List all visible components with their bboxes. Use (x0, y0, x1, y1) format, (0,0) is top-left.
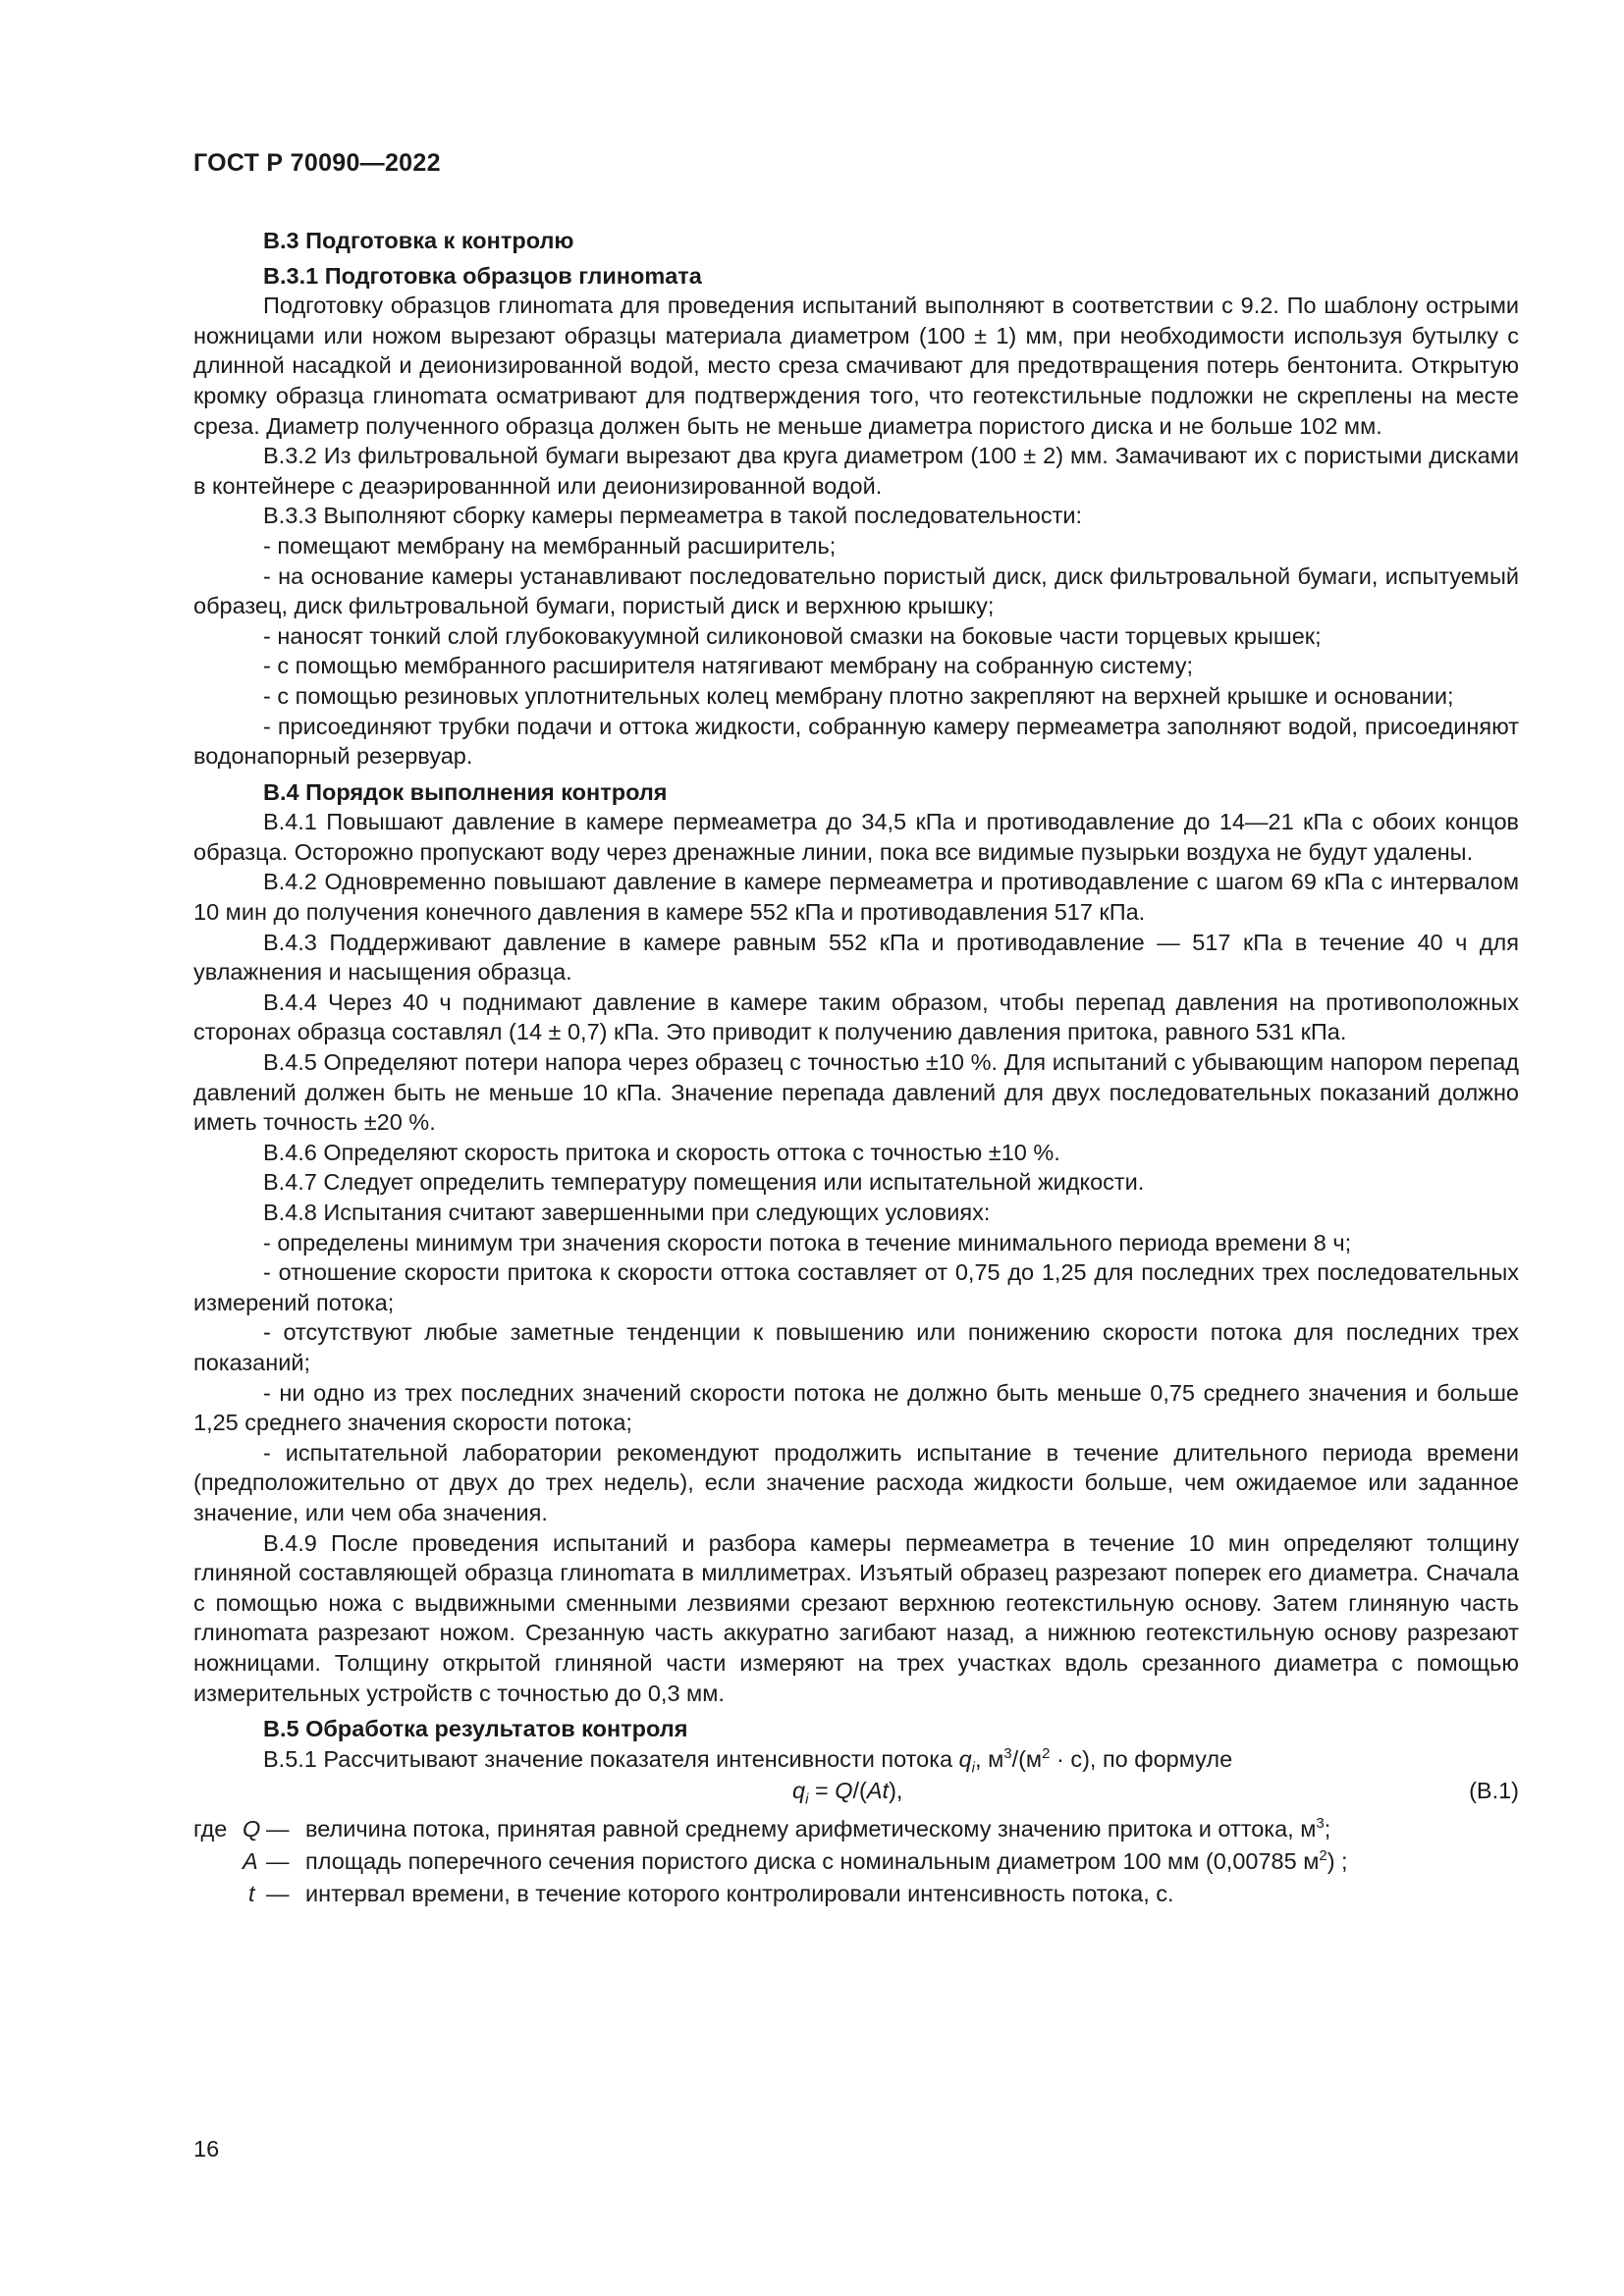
paragraph-b48: В.4.8 Испытания считают завершенными при следующих условиях: (263, 1200, 991, 1225)
legend-symbol: Q (243, 1816, 261, 1842)
formula-legend (193, 1813, 1519, 1910)
legend-dash: — (266, 1848, 290, 1875)
section-b31-title: В.3.1 Подготовка образцов глинomата (263, 262, 702, 289)
paragraph-b51 (193, 1744, 1519, 1775)
document-header: ГОСТ Р 70090—2022 (193, 149, 441, 177)
list-item-b33-2: - на основание камеры устанавливают последовательно пористый диск, диск фильтровальной бумаги, испытуемый образец, диск фильтровальной бумаги, пористый диск и верхнюю крышку; (193, 562, 1519, 619)
legend-text: площадь поперечного сечения пористого диска с номинальным диаметром 100 мм (0,00785 $м^2$) ; (305, 1847, 1348, 1875)
list-item-b33-4: - с помощью мембранного расширителя натягивают мембрану на собранную систему; (263, 653, 1193, 679)
list-item-b33-1: - помещают мембрану на мембранный расширитель; (263, 532, 837, 559)
list-item-b33-3: - наносят тонкий слой глубоковакуумной силиконовой смазки на боковые части торцевых крышек; (263, 622, 1322, 649)
paragraph-b31: Подготовку образцов глинomата для проведения испытаний выполняют в соответствии с 9.2. По шаблону острыми ножницами или ножом вырезают образцы материала диаметром (100 ± 1) мм, при необходимости используя бутылку с длинной насадкой и деионизированной водой, место среза смачивают для предотвращения потерь бентонита. Открытую кромку образца глинomата осматривают для подтверждения того, что геотекстильные подложки не скреплены на месте среза. Диаметр полученного образца должен быть не меньше диаметра пористого диска и не больше 102 мм. (193, 293, 1519, 439)
paragraph-b47: В.4.7 Следует определить температуру помещения или испытательной жидкости. (263, 1169, 1145, 1196)
legend-dash: — (266, 1816, 290, 1842)
legend-row-t (193, 1878, 1519, 1910)
paragraph-b46: В.4.6 Определяют скорость притока и скорость оттока с точностью ±10 %. (263, 1139, 1060, 1165)
list-item-b48-1: - определены минимум три значения скорости потока в течение минимального периода времени 8 ч; (263, 1229, 1352, 1255)
b51-sub: i (971, 1759, 976, 1777)
section-b4-title: В.4 Порядок выполнения контроля (263, 778, 668, 805)
list-item-b33-5: - с помощью резиновых уплотнительных колец мембрану плотно закрепляют на верхней крышке и основании; (263, 682, 1454, 709)
legend-symbol: t (248, 1881, 255, 1907)
formula-expression: $q_i = Q/(At)$, (792, 1778, 903, 1808)
legend-text: интервал времени, в течение которого контролировали интенсивность потока, с. (305, 1881, 1174, 1907)
paragraph-b41: В.4.1 Повышают давление в камере пермеаметра до 34,5 кПа и противодавление до 14—21 кПа с обоих концов образца. Осторожно пропускают воду через дренажные линии, пока все видимые пузырьки воздуха не будут удалены. (193, 809, 1519, 865)
paragraph-b45: В.4.5 Определяют потери напора через образец с точностью ±10 %. Для испытаний с убывающим напором перепад давлений должен быть не меньше 10 кПа. Значение перепада давлений для двух последовательных показаний должно иметь точность ±20 %. (193, 1049, 1519, 1136)
legend-symbol: A (243, 1848, 258, 1875)
paragraph-b33: В.3.3 Выполняют сборку камеры пермеаметра в такой последовательности: (263, 503, 1083, 529)
formula-number: (В.1) (1469, 1778, 1519, 1804)
b51-sup1: 3 (1003, 1744, 1012, 1762)
paragraph-b32: В.3.2 Из фильтровальной бумаги вырезают два круга диаметром (100 ± 2) мм. Замачивают их с пористыми дисками в контейнере с деаэрированнной или деионизированной водой. (193, 443, 1519, 499)
formula-b1 (193, 1774, 1519, 1807)
legend-lead: где (193, 1816, 228, 1842)
b51-sup2: 2 (1042, 1744, 1051, 1762)
paragraph-b43: В.4.3 Поддерживают давление в камере равным 552 кПа и противодавление — 517 кПа в течение 40 ч для увлажнения и насыщения образца. (193, 929, 1519, 986)
list-item-b48-3: - отсутствуют любые заметные тенденции к повышению или понижению скорости потока для последних трех показаний; (193, 1319, 1519, 1375)
paragraph-b49: В.4.9 После проведения испытаний и разбора камеры пермеаметра в течение 10 мин определяют толщину глиняной составляющей образца глинomата в миллиметрах. Изъятый образец разрезают поперек его диаметра. Сначала с помощью ножа с выдвижными сменными лезвиями срезают верхнюю геотекстильную основу. Затем глиняную часть глинomата разрезают ножом. Срезанную часть аккуратно загибают назад, а нижнюю геотекстильную основу разрезают ножницами. Толщину открытой глиняной части измеряют на трех участках вдоль срезанного диаметра с помощью измерительных устройств с точностью до 0,3 мм. (193, 1529, 1519, 1706)
list-item-b48-5: - испытательной лаборатории рекомендуют продолжить испытание в течение длительного периода времени (предположительно от двух до трех недель), если значение расхода жидкости больше, чем ожидаемое или заданное значение, или чем оба значения. (193, 1439, 1519, 1525)
list-item-b48-4: - ни одно из трех последних значений скорости потока не должно быть меньше 0,75 среднего значения и больше 1,25 среднего значения скорости потока; (193, 1379, 1519, 1436)
list-item-b48-2: - отношение скорости притока к скорости оттока составляет от 0,75 до 1,25 для последних трех последовательных измерений потока; (193, 1259, 1519, 1315)
legend-text: величина потока, принятая равной среднему арифметическому значению притока и оттока, $м^3$; (305, 1815, 1331, 1842)
list-item-b33-6: - присоединяют трубки подачи и оттока жидкости, собранную камеру пермеаметра заполняют водой, присоединяют водонапорный резервуар. (193, 713, 1519, 770)
paragraph-b44: В.4.4 Через 40 ч поднимают давление в камере таким образом, чтобы перепад давления на противоположных сторонах образца составлял (14 ± 0,7) кПа. Это приводит к получению давления притока, равного 531 кПа. (193, 988, 1519, 1045)
b51-mid2: /(м (1011, 1745, 1043, 1772)
legend-row-q (193, 1813, 1519, 1845)
legend-row-a (193, 1845, 1519, 1878)
legend-dash: — (266, 1881, 290, 1907)
b51-prefix: В.5.1 Рассчитывают значение показателя интенсивности потока (263, 1745, 959, 1772)
section-b3-title: В.3 Подготовка к контролю (263, 228, 574, 253)
document-body (193, 226, 1519, 1910)
page-number: 16 (193, 2136, 220, 2162)
b51-mid: , м (975, 1745, 1004, 1772)
section-b5-title: В.5 Обработка результатов контроля (263, 1716, 688, 1742)
b51-suffix: · с), по формуле (1050, 1745, 1233, 1772)
paragraph-b42: В.4.2 Одновременно повышают давление в камере пермеаметра и противодавление с шагом 69 кПа с интервалом 10 мин до получения конечного давления в камере 552 кПа и противодавления 517 кПа. (193, 869, 1519, 926)
b51-var: q (958, 1745, 972, 1772)
